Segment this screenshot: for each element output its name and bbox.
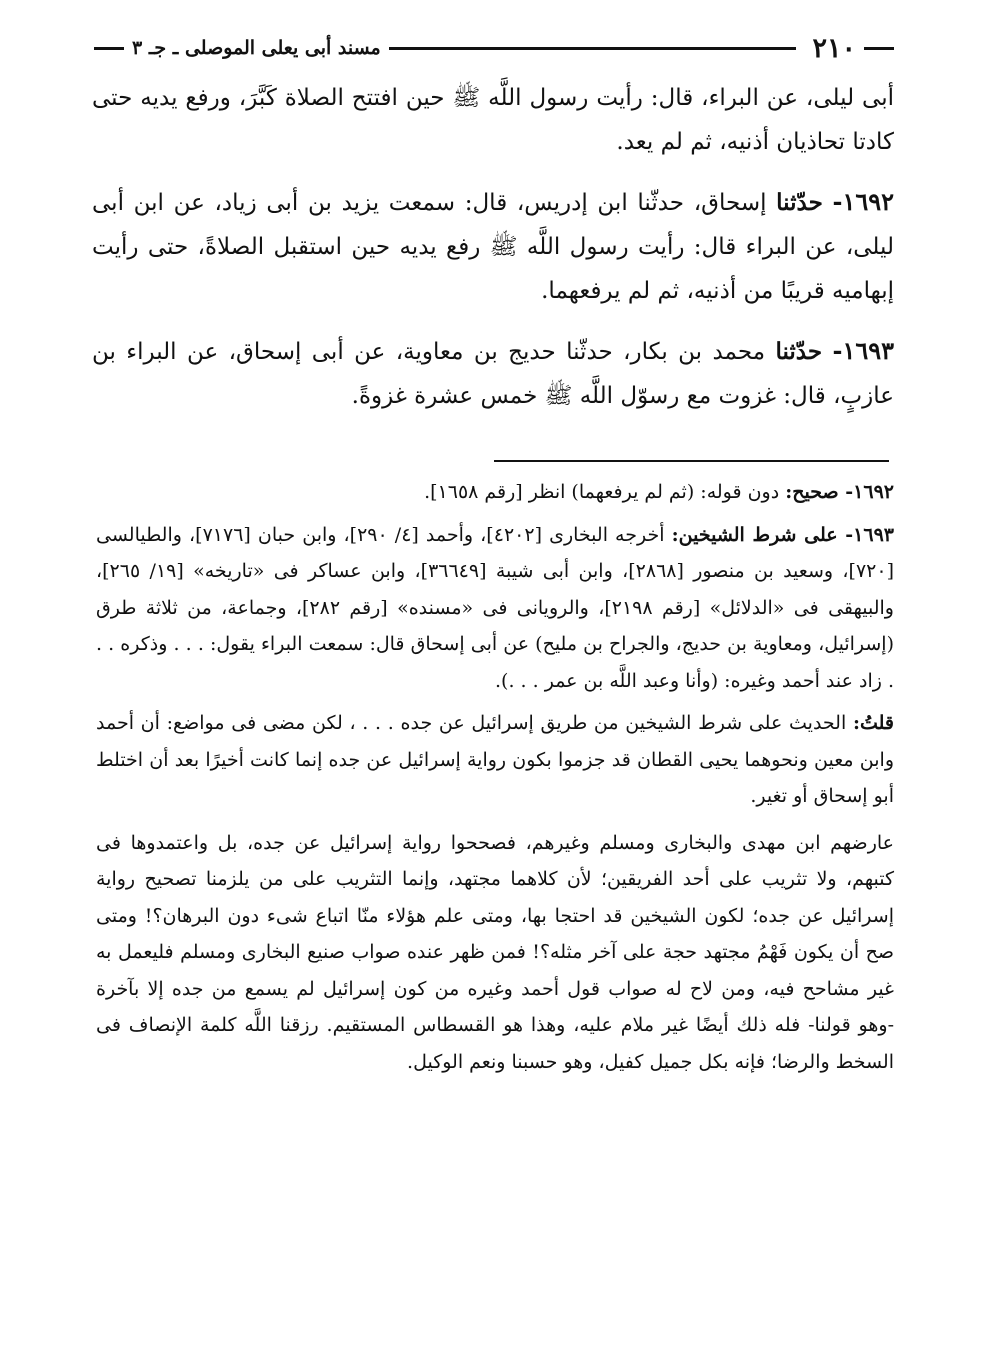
page-number: ٢١٠ bbox=[812, 32, 856, 64]
footnote-1693 bbox=[96, 517, 894, 700]
hadith-text: محمد بن بكار، حدثّنا حديج بن معاوية، عن أبى إسحاق، عن البراء بن عازبٍ، قال: غزوت مع رسوّل اللَّه ﷺ خمس عشرة غزوةً. bbox=[92, 339, 894, 409]
hadith-keyword: حدّثنا bbox=[776, 189, 823, 216]
hadith-1693 bbox=[92, 329, 894, 418]
footnote-separator bbox=[494, 460, 889, 462]
footnote-label: ١٦٩٣- على شرط الشيخين: bbox=[671, 523, 894, 546]
footnote-text: الحديث على شرط الشيخين من طريق إسرائيل عن جده . . . ، لكن مضى فى مواضع: أن أحمد وابن معين ونحوهما يحيى القطان قد جزموا بكون رواية إسرائيل عن جده إنما كانت أخيرًا بعد أن اختلط أبو إسحاق أو تغير. bbox=[96, 712, 894, 807]
footnote-label: قلتُ: bbox=[852, 712, 894, 734]
footnote-text: أخرجه البخارى [٤٢٠٢]، وأحمد [٤/ ٢٩٠]، وابن حبان [٧١٧٦]، والطيالسى [٧٢٠]، وسعيد بن منصور [٢٨٦٨]، وابن أبى شيبة [٣٦٦٤٩]، وابن عساكر فى «تاريخه» [١٩/ ٢٦٥]، والبيهقى فى «الدلائل» [رقم ٢١٩٨]، والرويانى فى «مسنده» [رقم ٢٨٢]، وجماعة، من ثلاثة طرق (إسرائيل، ومعاوية بن حديج، والجراح بن مليح) عن أبى إسحاق قال: سمعت البراء يقول: . . . وذكره . . . زاد عند أحمد وغيره: (وأنا وعبد اللَّه بن عمر . . .). bbox=[96, 523, 894, 692]
hadith-1692 bbox=[92, 180, 894, 313]
header-rule bbox=[389, 47, 797, 50]
hadith-number: ١٦٩٣- bbox=[832, 336, 895, 365]
header-dash bbox=[94, 47, 124, 50]
footnote-text: دون قوله: (ثم لم يرفعهما) انظر [رقم ١٦٥٨]. bbox=[424, 481, 780, 503]
running-header bbox=[94, 28, 894, 68]
main-text bbox=[92, 76, 894, 434]
footnotes bbox=[96, 474, 894, 1086]
footnote-label: ١٦٩٢- صحيح: bbox=[785, 481, 894, 503]
paragraph-continuation: أبى ليلى، عن البراء، قال: رأيت رسول اللَّه ﷺ حين افتتح الصلاة كَبَّرَ، ورفع يديه حتى كادتا تحاذيان أذنيه، ثم لم يعد. bbox=[92, 85, 894, 155]
hadith-text: إسحاق، حدثّنا ابن إدريس، قال: سمعت يزيد بن أبى زياد، عن ابن أبى ليلى، عن البراء قال: رأيت رسول اللَّه ﷺ رفع يديه حين استقبل الصلاةً، حتى رأيت إبهاميه قريبًا من أذنيه، ثم لم يرفعهما. bbox=[92, 190, 894, 304]
hadith-keyword: حدّثنا bbox=[775, 338, 823, 365]
footnote-qult bbox=[96, 705, 894, 815]
header-dash bbox=[864, 47, 894, 50]
running-title: مسند أبى يعلى الموصلى ـ جـ ٣ bbox=[132, 37, 381, 59]
footnote-continuation: عارضهم ابن مهدى والبخارى ومسلم وغيرهم، فصححوا رواية إسرائيل عن جده، بل واعتمدوها فى كتبهم، ولا تثريب على أحد الفريقين؛ لأن كلاهما مجتهد، وإنما التثريب على من يلزمنا تصحيح رواية إسرائيل عن جده؛ لكون الشيخين قد احتجا بها، ومتى علم هؤلاء منّا اتباع شىء دون البرهان؟! ومتى صح أن يكون فَهْمُ مجتهد حجة على آخر مثله؟! فمن ظهر عنده صواب صنيع البخارى ومسلم فليعمل به غير مشاحح فيه، ومن لاح له صواب قول أحمد وغيره من كون إسرائيل لم يسمع من جده إلا بآخرة -وهو قولنا- فله ذلك أيضًا غير ملام عليه، وهذا هو القسطاس المستقيم. رزقنا اللَّه كلمة الإنصاف فى السخط والرضا؛ فإنه بكل جميل كفيل، وهو حسبنا ونعم الوكيل. bbox=[96, 831, 894, 1073]
footnote-1692 bbox=[96, 474, 894, 511]
hadith-number: ١٦٩٢- bbox=[832, 187, 894, 216]
